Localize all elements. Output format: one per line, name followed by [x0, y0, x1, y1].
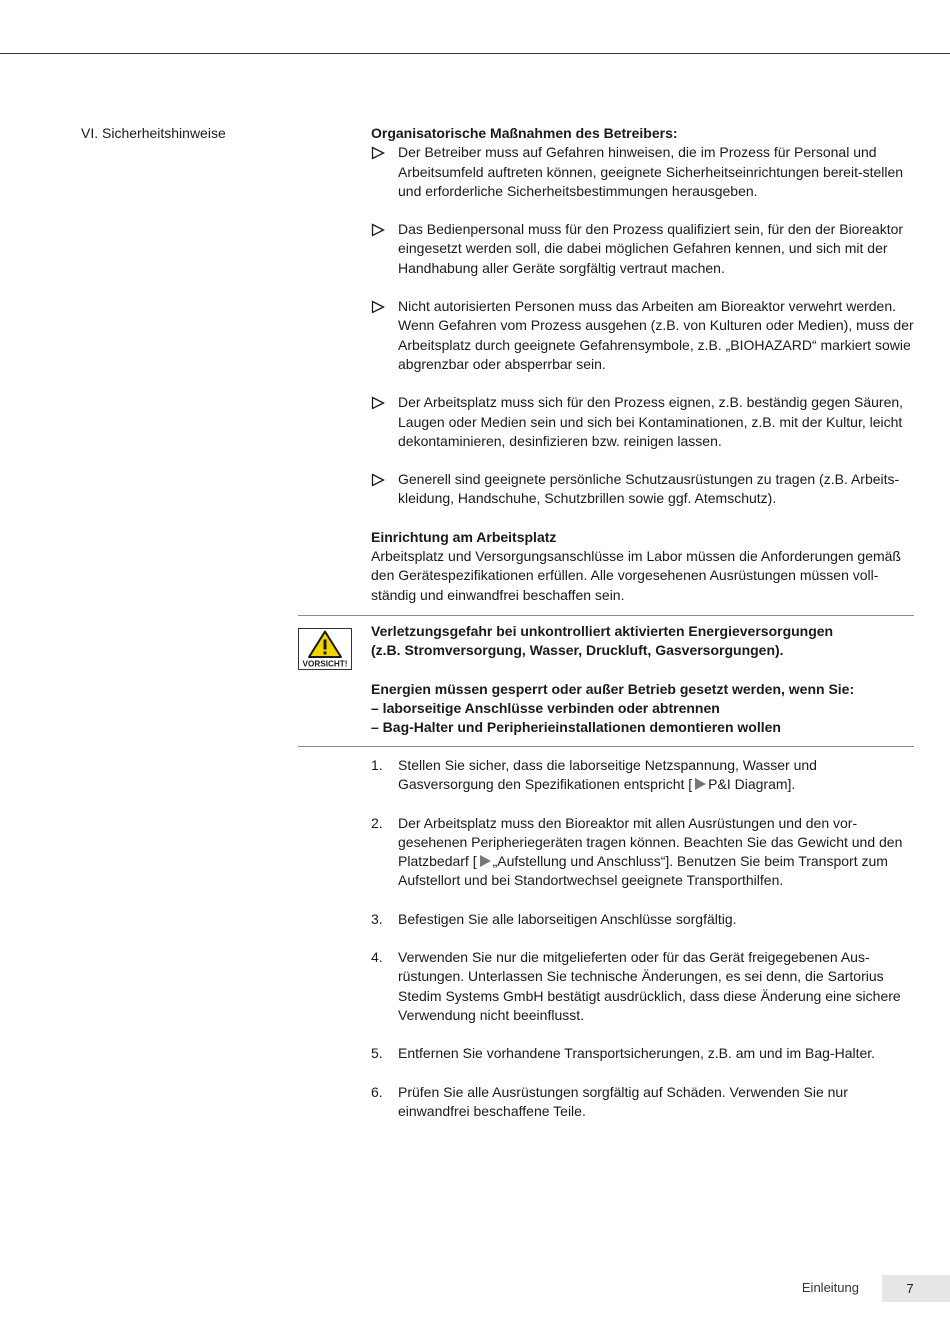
step-item: [371, 1044, 916, 1063]
step-number: 6.: [371, 1083, 383, 1100]
warning-title-detail: (z.B. Stromversorgung, Wasser, Druckluft, Gasversorgungen).: [371, 642, 784, 659]
cross-reference-link[interactable]: P&I Diagram: [708, 776, 788, 793]
main-content: [371, 124, 916, 605]
warning-condition: – Bag-Halter und Peripherieinstallationen demontieren wollen: [371, 719, 781, 736]
warning-title: Verletzungsgefahr bei unkontrolliert aktivierten Energieversorgungen: [371, 623, 834, 639]
step-item: [371, 910, 916, 929]
org-bullet-list: [371, 143, 916, 508]
bullet-text: Der Arbeitsplatz muss sich für den Prozess eignen, z.B. beständig gegen Säuren, Laugen oder Medien sein und sich bei Kontaminationen, z.B. mit der Kultur, leicht dekontaminieren, desinfizieren bzw. reinigen lassen.: [398, 394, 904, 449]
step-text: Der Arbeitsplatz muss den Bioreaktor mit allen Ausrüstungen und den vor-gesehenen Peripheriegeräten tragen können. Beachten Sie das Gewicht und den Platzbedarf [: [398, 814, 903, 870]
list-item: [371, 297, 916, 374]
play-arrow-icon: [695, 778, 706, 790]
list-item: [371, 393, 916, 451]
triangle-bullet-icon: [371, 223, 385, 237]
triangle-bullet-icon: [371, 396, 385, 410]
step-item: [371, 814, 916, 891]
step-number: 4.: [371, 949, 383, 966]
steps-list: [371, 756, 916, 1140]
triangle-bullet-icon: [371, 146, 385, 160]
step-number: 3.: [371, 910, 383, 927]
step-number: 2.: [371, 814, 383, 831]
list-item: [371, 470, 916, 509]
bullet-text: Nicht autorisierten Personen muss das Arbeiten am Bioreaktor verwehrt werden. Wenn Gefahren vom Prozess ausgehen (z.B. von Kulturen oder Medien), muss der Arbeitsplatz durch geeignete Gefahrensymbole, z.B. „BIOHAZARD“ markiert sowie abgrenzbar oder absperrbar sein.: [398, 298, 914, 372]
triangle-bullet-icon: [371, 300, 385, 314]
step-item: [371, 1083, 916, 1122]
workplace-text: Arbeitsplatz und Versorgungsanschlüsse im Labor müssen die Anforderungen gemäß den Gerätespezifikationen erfüllen. Alle vorgesehenen Ausrüstungen müssen voll-ständig und einwandfrei beschaffen sein.: [371, 548, 901, 603]
cross-reference-link[interactable]: „Aufstellung und Anschluss“: [492, 853, 666, 870]
step-number: 1.: [371, 757, 383, 773]
workplace-heading: Einrichtung am Arbeitsplatz: [371, 528, 557, 545]
step-text: Verwenden Sie nur die mitgelieferten oder für das Gerät freigegebenen Aus-rüstungen. Unterlassen Sie technische Änderungen, es sei denn, die Sartorius Stedim Systems GmbH bestätigt ausdrücklich, dass diese Änderung eine sichere Verwendung nicht beeinflusst.: [398, 949, 901, 1023]
step-text: Entfernen Sie vorhandene Transportsicherungen, z.B. am und im Bag-Halter.: [398, 1045, 876, 1062]
warning-condition: – laborseitige Anschlüsse verbinden oder abtrennen: [371, 699, 720, 716]
page-number: 7: [906, 1281, 914, 1296]
warning-box: [298, 615, 914, 747]
step-text: Stellen Sie sicher, dass die laborseitige Netzspannung, Wasser und Gasversorgung den Spezifikationen entspricht [: [398, 757, 817, 793]
bullet-text: Generell sind geeignete persönliche Schutzausrüstungen zu tragen (z.B. Arbeits-kleidung, Handschuhe, Schutzbrillen sowie ggf. Atemschutz).: [398, 471, 900, 507]
footer-section-label: Einleitung: [801, 1280, 859, 1295]
org-heading: Organisatorische Maßnahmen des Betreibers:: [371, 125, 678, 141]
page-number-box: [882, 1275, 950, 1302]
list-item: [371, 220, 916, 278]
bullet-text: Der Betreiber muss auf Gefahren hinweisen, die im Prozess für Personal und Arbeitsumfeld auftreten können, geeignete Sicherheitseinrichtungen bereit-stellen und erforderliche Sicherheitsbestimmungen herausgeben.: [398, 144, 904, 199]
step-item: [371, 756, 916, 795]
step-text: ]. Benutzen Sie beim Transport zum Aufstellort und bei Standortwechsel geeignete Transporthilfen.: [398, 853, 888, 889]
header-rule: [0, 53, 950, 54]
step-text: ].: [787, 776, 796, 793]
step-item: [371, 948, 916, 1025]
step-number: 5.: [371, 1045, 383, 1062]
warning-text: [371, 622, 916, 737]
warning-instruction: Energien müssen gesperrt oder außer Betrieb gesetzt werden, wenn Sie:: [371, 680, 855, 697]
workplace-section: [371, 528, 916, 605]
list-item: [371, 143, 916, 201]
bullet-text: Das Bedienpersonal muss für den Prozess qualifiziert sein, für den der Bioreaktor eingesetzt werden soll, die dabei möglichen Gefahren kennen, und sich mit der Handhabung aller Geräte sorgfältig vertraut machen.: [398, 221, 904, 276]
step-text: Befestigen Sie alle laborseitigen Anschlüsse sorgfältig.: [398, 910, 737, 927]
warning-sign-icon: [298, 628, 352, 670]
section-label: VI. Sicherheitshinweise: [81, 125, 226, 141]
warning-sign-label: VORSICHT!: [302, 659, 348, 669]
step-text: Prüfen Sie alle Ausrüstungen sorgfältig auf Schäden. Verwenden Sie nur einwandfrei beschaffene Teile.: [398, 1083, 848, 1119]
play-arrow-icon: [480, 855, 491, 867]
triangle-bullet-icon: [371, 473, 385, 487]
